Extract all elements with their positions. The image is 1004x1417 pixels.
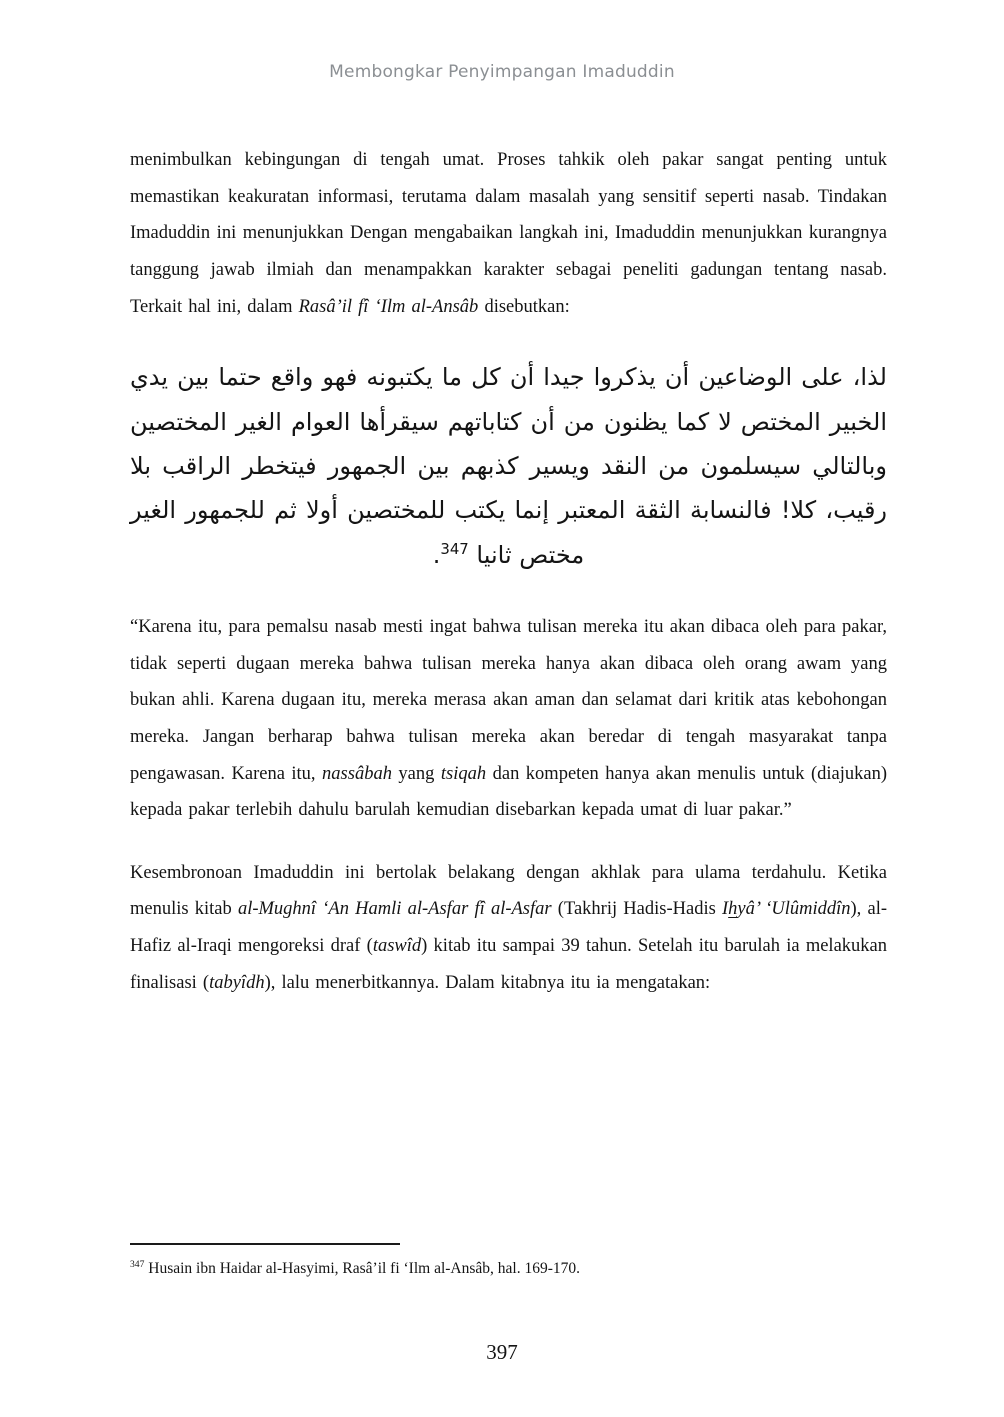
- footnote-marker: 347: [130, 1258, 145, 1270]
- paragraph-2-arabic-quote: لذا، على الوضاعين أن يذكروا جيدا أن كل ما يكتبونه فهو واقع حتما بين يدي الخبير المختص لا كما يظنون من أن كتاباتهم سيقرأها العوام الغير المختصين وبالتالي سيسلمون من النقد ويسير كذبهم بين الجمهور فيتخطر الراقب بلا رقيب، كلا! فالنسابة الثقة المعتبر إنما يكتب للمختصين أولا ثم للجمهور الغير مختص ثانيا $^{347}$.: [130, 363, 887, 569]
- paragraph-1: menimbulkan kebingungan di tengah umat. Proses tahkik oleh pakar sangat penting untuk memastikan keakuratan informasi, terutama dalam masalah yang sensitif seperti nasab. Tindakan Imaduddin ini menunjukkan Dengan mengabaikan langkah ini, Imaduddin menunjukkan kurangnya tanggung jawab ilmiah dan menampakkan karakter sebagai peneliti gadungan tentang nasab. Terkait hal ini, dalam Rasâ’il fî ‘Ilm al-Ansâb disebutkan:: [130, 150, 887, 317]
- footnote-separator: [130, 1243, 400, 1245]
- footnote-area: [130, 1243, 887, 1280]
- footnote: [130, 1257, 887, 1280]
- paragraph-3: “Karena itu, para pemalsu nasab mesti ingat bahwa tulisan mereka itu akan dibaca oleh para pakar, tidak seperti dugaan mereka bahwa tulisan mereka hanya akan dibaca oleh orang awam yang bukan ahli. Karena dugaan itu, mereka merasa akan aman dan selamat dari kritik atas kebohongan mereka. Jangan berharap bahwa tulisan mereka akan beredar di tengah masyarakat tanpa pengawasan. Karena itu, nassâbah yang tsiqah dan kompeten hanya akan menulis untuk (diajukan) kepada pakar terlebih dahulu barulah kemudian disebarkan kepada umat di luar pakar.”: [130, 617, 887, 821]
- page-number: 397: [486, 1340, 518, 1364]
- body-text: [130, 142, 887, 1027]
- running-header: Membongkar Penyimpangan Imaduddin: [329, 62, 675, 82]
- footnote-text: Husain ibn Haidar al-Hasyimi, Rasâ’il fi ‘Ilm al-Ansâb, hal. 169-170.: [148, 1260, 581, 1277]
- paragraph-4: Kesembronoan Imaduddin ini bertolak belakang dengan akhlak para ulama terdahulu. Ketika menulis kitab al-Mughnî ‘An Hamli al-Asfar fî al-Asfar (Takhrij Hadis-Hadis Ihyâ’ ‘Ulûmiddîn), al-Hafiz al-Iraqi mengoreksi draf (taswîd) kitab itu sampai 39 tahun. Setelah itu barulah ia melakukan finalisasi (tabyîdh), lalu menerbitkannya. Dalam kitabnya itu ia mengatakan:: [130, 862, 887, 993]
